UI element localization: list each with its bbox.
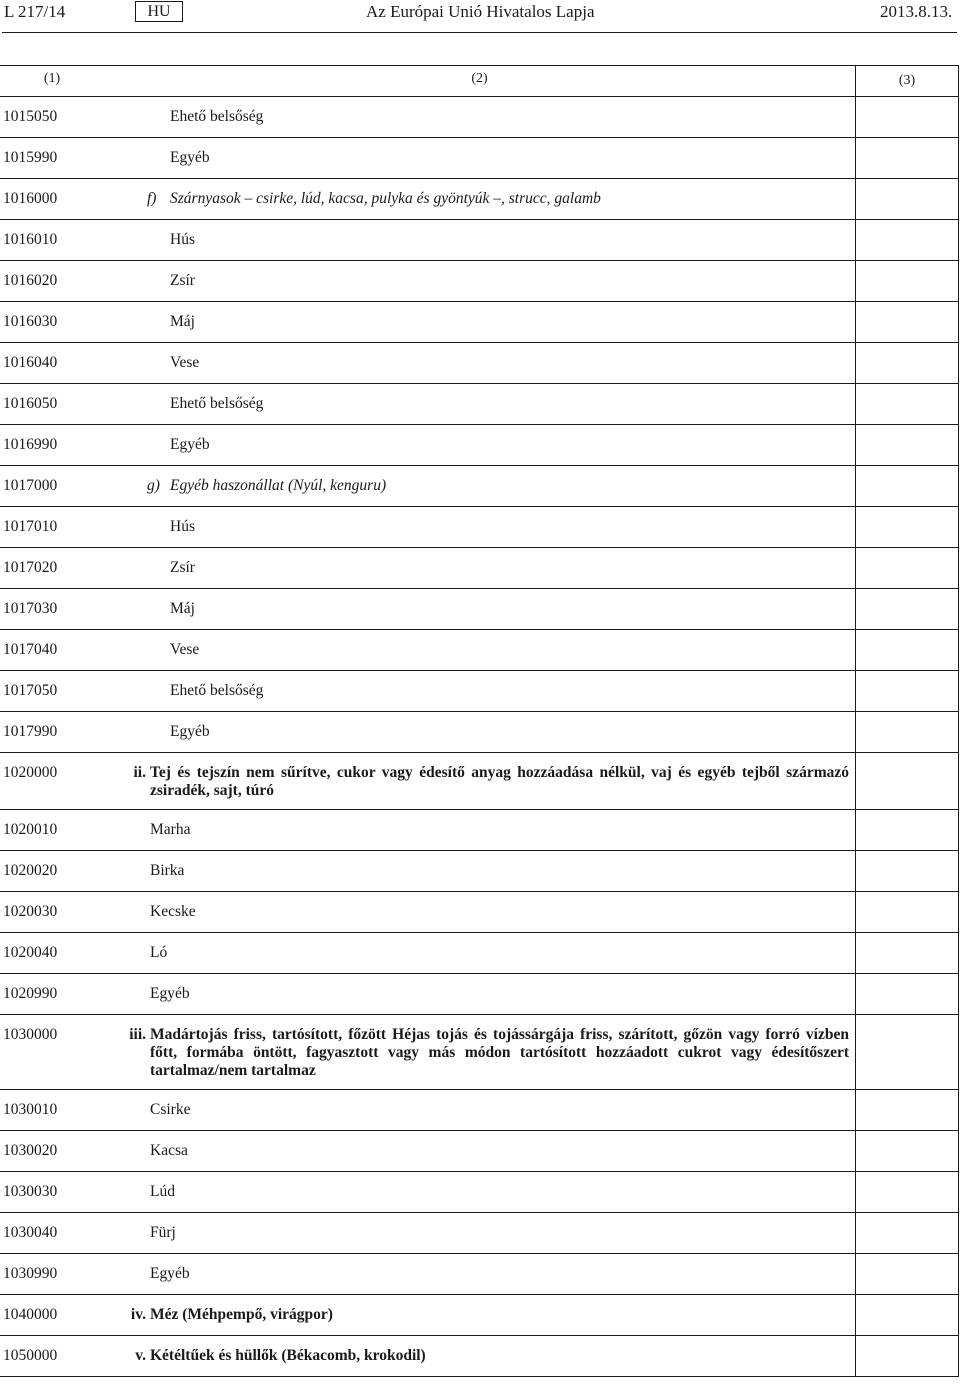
product-name: Hús bbox=[170, 518, 195, 535]
product-name: Egyéb bbox=[170, 723, 210, 740]
column-3-cell bbox=[855, 851, 958, 891]
table-row bbox=[0, 138, 958, 179]
product-code: 1016030 bbox=[3, 313, 58, 330]
column-3-cell bbox=[855, 179, 958, 219]
column-3-cell bbox=[855, 1015, 958, 1089]
item-marker: g) bbox=[147, 477, 160, 494]
column-3-cell bbox=[855, 343, 958, 383]
product-name: Zsír bbox=[170, 559, 195, 576]
product-name: Máj bbox=[170, 313, 195, 330]
product-code: 1017010 bbox=[3, 518, 58, 535]
product-code: 1020010 bbox=[3, 821, 58, 838]
product-code: 1030030 bbox=[3, 1183, 58, 1200]
residue-table bbox=[0, 65, 959, 1377]
product-code: 1016010 bbox=[3, 231, 58, 248]
table-row bbox=[0, 425, 958, 466]
product-code: 1030990 bbox=[3, 1265, 58, 1282]
table-row bbox=[0, 97, 958, 138]
product-code: 1020000 bbox=[3, 764, 58, 781]
product-name: Marha bbox=[150, 821, 191, 838]
product-name: Egyéb bbox=[170, 436, 210, 453]
product-code: 1030000 bbox=[3, 1026, 58, 1043]
product-name: Máj bbox=[170, 600, 195, 617]
product-name: Lúd bbox=[150, 1183, 175, 1200]
product-name: Ehető belsőség bbox=[170, 108, 264, 125]
table-row bbox=[0, 753, 958, 810]
table-row bbox=[0, 892, 958, 933]
product-name: Egyéb bbox=[150, 985, 190, 1002]
column-3-cell bbox=[855, 1213, 958, 1253]
table-row bbox=[0, 466, 958, 507]
product-code: 1017020 bbox=[3, 559, 58, 576]
product-code: 1017040 bbox=[3, 641, 58, 658]
column-3-cell bbox=[855, 974, 958, 1014]
product-code: 1020030 bbox=[3, 903, 58, 920]
table-row bbox=[0, 933, 958, 974]
table-row bbox=[0, 1254, 958, 1295]
table-row bbox=[0, 712, 958, 753]
product-name: Hús bbox=[170, 231, 195, 248]
product-code: 1016000 bbox=[3, 190, 58, 207]
product-code: 1040000 bbox=[3, 1306, 58, 1323]
column-3-cell bbox=[855, 1172, 958, 1212]
table-row bbox=[0, 589, 958, 630]
product-name: Ehető belsőség bbox=[170, 395, 264, 412]
product-name: Kacsa bbox=[150, 1142, 188, 1159]
product-name: Csirke bbox=[150, 1101, 191, 1118]
product-name: Egyéb bbox=[170, 149, 210, 166]
page-reference: L 217/14 bbox=[4, 2, 66, 21]
product-code: 1017050 bbox=[3, 682, 58, 699]
table-row bbox=[0, 1172, 958, 1213]
product-name: Zsír bbox=[170, 272, 195, 289]
table-row bbox=[0, 343, 958, 384]
product-name: Kecske bbox=[150, 903, 196, 920]
table-row bbox=[0, 974, 958, 1015]
product-name: Birka bbox=[150, 862, 185, 879]
column-3-cell bbox=[855, 1090, 958, 1130]
column-3-cell bbox=[855, 1254, 958, 1294]
product-code: 1017990 bbox=[3, 723, 58, 740]
column-3-cell bbox=[855, 1131, 958, 1171]
column-3-cell bbox=[855, 753, 958, 809]
product-code: 1016990 bbox=[3, 436, 58, 453]
product-name: Vese bbox=[170, 641, 200, 658]
column-header-2: (2) bbox=[471, 71, 488, 86]
publication-date: 2013.8.13. bbox=[880, 2, 953, 21]
table-header-row bbox=[0, 66, 958, 97]
table-row bbox=[0, 1090, 958, 1131]
column-3-cell bbox=[855, 384, 958, 424]
product-code: 1020040 bbox=[3, 944, 58, 961]
table-row bbox=[0, 548, 958, 589]
product-code: 1030010 bbox=[3, 1101, 58, 1118]
product-group-name: Szárnyasok – csirke, lúd, kacsa, pulyka és gyöntyúk –, strucc, galamb bbox=[170, 190, 601, 207]
product-code: 1020020 bbox=[3, 862, 58, 879]
product-code: 1017000 bbox=[3, 477, 58, 494]
column-3-cell bbox=[855, 138, 958, 178]
journal-title: Az Európai Unió Hivatalos Lapja bbox=[366, 2, 595, 21]
table-row bbox=[0, 1131, 958, 1172]
column-3-cell bbox=[855, 425, 958, 465]
product-group-name: Madártojás friss, tartósított, főzött Héjas tojás és tojássárgája friss, szárított, gőzön vagy forró vízben főtt, formába öntött, fagyasztott vagy más módon tartósított hozzáadott cukrot vagy édesítőszert tartalmaz/nem tartalmaz bbox=[150, 1026, 849, 1079]
column-3-cell bbox=[855, 1336, 958, 1376]
product-group-name: Egyéb haszonállat (Nyúl, kenguru) bbox=[170, 477, 387, 494]
product-group-name: Kétéltűek és hüllők (Békacomb, krokodil) bbox=[150, 1347, 426, 1364]
column-3-cell bbox=[855, 671, 958, 711]
product-code: 1050000 bbox=[3, 1347, 58, 1364]
item-marker: iv. bbox=[130, 1306, 146, 1323]
column-3-cell bbox=[855, 589, 958, 629]
column-header-3: (3) bbox=[855, 66, 958, 96]
column-3-cell bbox=[855, 97, 958, 137]
column-3-cell bbox=[855, 466, 958, 506]
table-row bbox=[0, 1295, 958, 1336]
column-3-cell bbox=[855, 507, 958, 547]
table-row bbox=[0, 671, 958, 712]
item-marker: f) bbox=[147, 190, 157, 207]
product-code: 1016050 bbox=[3, 395, 58, 412]
column-3-cell bbox=[855, 1295, 958, 1335]
column-3-cell bbox=[855, 548, 958, 588]
language-badge: HU bbox=[135, 1, 183, 22]
product-code: 1030040 bbox=[3, 1224, 58, 1241]
product-name: Ló bbox=[150, 944, 168, 961]
item-marker: ii. bbox=[133, 764, 146, 781]
column-3-cell bbox=[855, 712, 958, 752]
product-name: Egyéb bbox=[150, 1265, 190, 1282]
product-code: 1016040 bbox=[3, 354, 58, 371]
product-code: 1016020 bbox=[3, 272, 58, 289]
table-row bbox=[0, 851, 958, 892]
table-row bbox=[0, 220, 958, 261]
product-name: Ehető belsőség bbox=[170, 682, 264, 699]
product-group-name: Méz (Méhpempő, virágpor) bbox=[150, 1306, 333, 1323]
column-3-cell bbox=[855, 630, 958, 670]
page-header bbox=[0, 0, 960, 30]
table-row bbox=[0, 1336, 958, 1377]
table-row bbox=[0, 179, 958, 220]
table-row bbox=[0, 1015, 958, 1090]
item-marker: v. bbox=[135, 1347, 146, 1364]
column-header-1: (1) bbox=[43, 71, 61, 86]
item-marker: iii. bbox=[129, 1026, 146, 1043]
table-row bbox=[0, 302, 958, 343]
column-3-cell bbox=[855, 933, 958, 973]
column-3-cell bbox=[855, 892, 958, 932]
column-3-cell bbox=[855, 302, 958, 342]
table-row bbox=[0, 1213, 958, 1254]
table-row bbox=[0, 384, 958, 425]
column-3-cell bbox=[855, 810, 958, 850]
header-rule bbox=[2, 32, 957, 33]
table-row bbox=[0, 810, 958, 851]
product-code: 1017030 bbox=[3, 600, 58, 617]
table-row bbox=[0, 261, 958, 302]
product-group-name: Tej és tejszín nem sűrítve, cukor vagy édesítő anyag hozzáadása nélkül, vaj és egyéb tejből származó zsiradék, sajt, túró bbox=[150, 764, 849, 799]
column-3-cell bbox=[855, 220, 958, 260]
product-name: Vese bbox=[170, 354, 200, 371]
product-code: 1015990 bbox=[3, 149, 58, 166]
product-code: 1015050 bbox=[3, 108, 58, 125]
column-3-cell bbox=[855, 261, 958, 301]
product-code: 1030020 bbox=[3, 1142, 58, 1159]
product-name: Fürj bbox=[150, 1224, 176, 1241]
product-code: 1020990 bbox=[3, 985, 58, 1002]
table-row bbox=[0, 507, 958, 548]
table-row bbox=[0, 630, 958, 671]
